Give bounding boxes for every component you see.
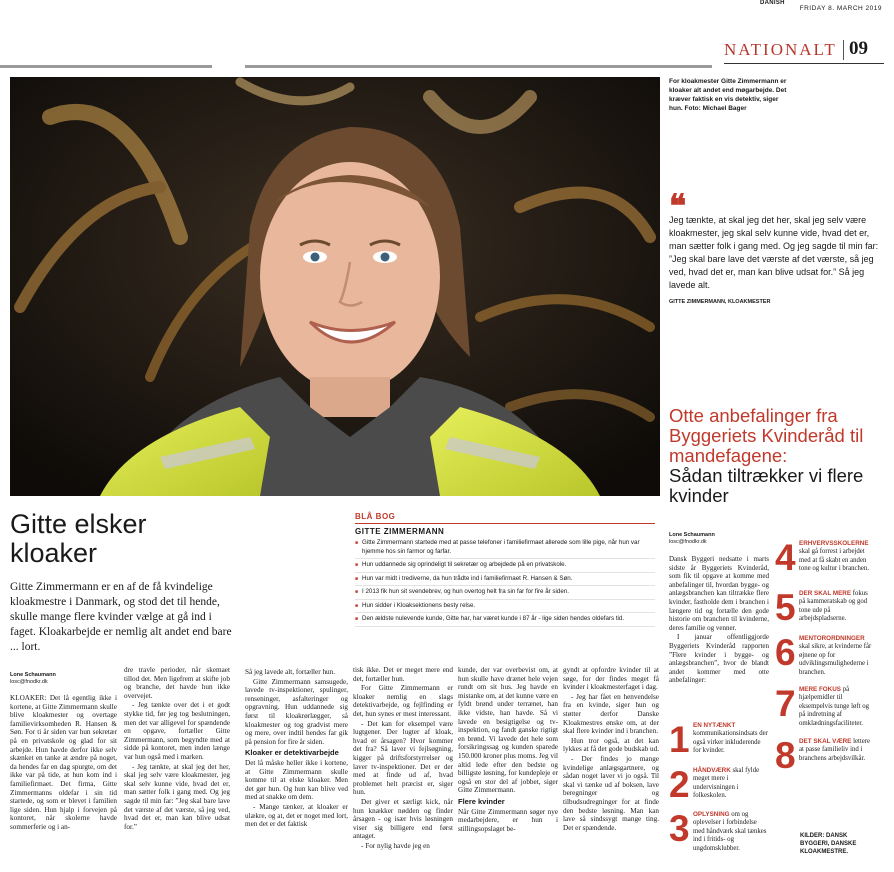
column-paragraph: For Gitte Zimmermann er kloaker nemlig en slags detektivarbejde, og fejlfinding er det, hun synes er mest interessant. xyxy=(353,684,453,718)
quote-source: GITTE ZIMMERMANN, KLOAKMESTER xyxy=(669,299,771,305)
recommendation-body: fokus på kammeratskab og god tone ude på arbejdspladserne. xyxy=(799,590,868,623)
article-byline xyxy=(10,672,56,686)
column-paragraph: Det lå måske heller ikke i kortene, at Gitte Zimmermann skulle komme til at elske kloaker. Men det gør hun. Og hun kan blive ved med at snakke om dem. xyxy=(245,758,348,802)
recommendation-text xyxy=(799,738,875,763)
recommendation-body: skal fylde meget mere i undervisningen i folkeskolen. xyxy=(693,767,760,800)
article-title: Gitte elsker kloaker xyxy=(10,509,147,568)
recommendation-number: 8 xyxy=(775,735,796,776)
recommendation-text xyxy=(799,540,875,574)
byline-name: Lone Schaumann xyxy=(10,672,56,678)
article-column-4 xyxy=(353,666,453,851)
bio-item: ■ Den ældste nulevende kunde, Gitte har, har været kunde i 87 år - lige siden hendes oldefars tid. xyxy=(355,615,655,627)
column-paragraph: tisk ikke. Det er meget mere end det, fortæller hun. xyxy=(353,666,453,683)
recommendation-6 xyxy=(775,632,875,680)
recommendation-number: 2 xyxy=(669,764,690,805)
recommendation-3 xyxy=(669,808,769,866)
header-divider xyxy=(843,40,844,60)
column-paragraph: kunde, der var overbevist om, at hun skulle have drænet hele vejen rundt om sit hus. Jeg havde en mistanke om, at det kunne være en fyldt brønd under terrænet, han ikke vidste, han havde. Så vi lavede en besigtigelse og tv-inspektion, og fandt ganske rigtigt en brønd. Vi lavede det hele som forsikringssag og kunden sparede 150.000 kroner plus moms. Jeg vil altid lede efter den bedste og billigste løsning, for kundepleje er også en stor del af jobbet, siger Gitte Zimmermann. xyxy=(458,666,559,795)
recommendation-text xyxy=(693,767,769,801)
recommendation-body: om og oplevelser i forbindelse med håndværk skal tænkes ind i fritids- og ungdomsklubber. xyxy=(693,811,767,852)
box-headline xyxy=(669,406,879,506)
recommendation-text xyxy=(693,811,769,853)
bio-item: ■ Hun uddannede sig oprindeligt til sekretær og arbejdede på en privatskole. xyxy=(355,561,655,573)
bio-item: ■ Hun sidder i Kloaksektionens besty relse. xyxy=(355,602,655,614)
recommendation-label: MENTORORDNINGER xyxy=(799,635,865,642)
recommendation-label: ERHVERVSSKOLERNE xyxy=(799,540,869,547)
quote-mark-icon: ❝ xyxy=(669,188,687,224)
article-column-1 xyxy=(10,694,117,833)
column-subheading: Flere kvinder xyxy=(458,796,505,806)
column-paragraph: - Mange tænker, at kloaker er ulækre, og at, det er noget med lort, men det er det faktisk xyxy=(245,802,348,829)
column-paragraph: - For nylig havde jeg en xyxy=(361,841,430,850)
recommendation-5 xyxy=(775,587,875,630)
column-paragraph: - Jeg har fået en henvendelse fra en kvinde, siger hun og støtter derfor Danske Kloakmestres ønske om, at der skal flere kvinder ind i branchen. xyxy=(563,692,659,736)
article-intro: Gitte Zimmermann er en af de få kvindelige kloakmestre i Danmark, og stod det til hende, skulle mange flere kvinder vælge at gå ind i faget. Kloakarbejde er nemlig alt andet end bare ... lort. xyxy=(10,581,232,653)
bio-tag: BLÅ BOG xyxy=(355,512,655,524)
box-sources: KILDER: DANSK BYGGERI, DANSKE KLOAKMESTRE. xyxy=(800,833,857,855)
recommendation-text xyxy=(799,590,875,624)
column-subheading: Kloaker er detektivarbejde xyxy=(245,748,339,758)
box-byline-email: losc@fnodkr.dk xyxy=(669,539,707,545)
column-paragraph: I januar offentliggjorde Byggeriets Kvinderåd rapporten ”Flere kvinder i bygge- og anlægsbranchen”, hvor de blandt andet kommer med otte anbefalinger: xyxy=(669,633,769,685)
recommendation-body: lettere at passe familieliv ind i branchens arbejdsvilkår. xyxy=(799,738,871,762)
column-paragraph: Gitte Zimmermann samsugede, lavede tv-inspektioner, spulinger, renseninger, asfalteringer og opgravning. Hun uddannede sig først til kloakrørlægger, så kloakmester og tog gradvist mere og mere, over indtil hendes far gik på pension for fire år siden. xyxy=(245,677,348,746)
recommendation-body: skal gå forrest i arbejdet med at få skabt en anden tone og kultur i branchen. xyxy=(799,548,870,573)
bio-name: GITTE ZIMMERMANN xyxy=(355,527,445,536)
bio-item: ■ Hun var midt i trediverne, da hun trådte ind i familiefirmaet R. Hansen & Søn. xyxy=(355,575,655,587)
recommendation-2 xyxy=(669,764,769,807)
portrait-illustration xyxy=(10,77,660,496)
bio-list xyxy=(355,539,655,627)
recommendation-1 xyxy=(669,719,769,762)
column-paragraph: Så jeg lavede alt, fortæller hun. xyxy=(245,668,336,676)
recommendation-7 xyxy=(775,683,875,731)
header-rule-left xyxy=(0,65,212,68)
recommendation-number: 4 xyxy=(775,537,796,578)
page-number: 09 xyxy=(849,38,868,59)
column-paragraph: KLOAKER: Det lå egentlig ikke i kortene, at Gitte Zimmermann skulle blive kloakmester og overtage familievirksomheden R. Hansen & Søn. For ti år siden var hun sekretær på en privatskole og glad for sit arbejde. Hun havde derfor ikke selv skænket en tanke at ændre på noget, da hendes far en dag spurgte, om det ikke var på tide, at hun kom ind i familiefirmaet. Det firma, Gitte Zimmermanns oldefar i sin tid startede, og som er blevet i familien lige siden. Hun hjalp i forvejen på kontoret, når skolerne havde sommerferie og i an- xyxy=(10,694,117,831)
dateline: FRIDAY 8. MARCH 2019 xyxy=(799,5,882,12)
recommendation-text xyxy=(693,722,769,756)
masthead: DANISH xyxy=(760,0,785,6)
box-byline xyxy=(669,532,715,546)
box-byline-name: Lone Schaumann xyxy=(669,532,715,538)
recommendation-label: OPLYSNING xyxy=(693,811,730,818)
article-column-2 xyxy=(124,666,230,832)
bio-item: ■ I 2013 fik hun sit svendebrev, og hun overtog helt fra sin far for fire år siden. xyxy=(355,588,655,600)
recommendation-text xyxy=(799,686,875,728)
portrait-photo xyxy=(10,77,660,496)
column-paragraph: Når Gitte Zimmermann søger nye medarbejdere, er hun i stillingsopslaget be- xyxy=(458,807,558,833)
header-rule-right xyxy=(245,65,712,68)
article-column-3 xyxy=(245,668,348,830)
recommendation-label: DER SKAL MERE xyxy=(799,590,852,597)
recommendation-label: EN NYTÆNKT xyxy=(693,722,736,729)
column-paragraph: - Der findes jo mange kvindelige anlægsgartnere, og sådan noget laver vi jo også. Til skal vi tænke ud af boksen, lave beregninger og tilbudsudregninger for at finde den bedste løsning. Man kan lave så sindssygt mange ting. Det er spændende. xyxy=(563,754,659,832)
recommendation-label: HÅNDVÆRK xyxy=(693,767,731,774)
column-paragraph: - Jeg tænkte over det i et godt stykke tid, før jeg tog beslutningen, men det var alligevel for spændende en opgave, fortæller Gitte Zimmermann, som begyndte med at sidde på kontoret, men inden længe var hun også med i marken. xyxy=(124,701,230,761)
article-column-6 xyxy=(563,666,659,833)
recommendation-body: skal sikre, at kvinderne får øjnene op for udviklingsmulighederne i branchen. xyxy=(799,643,872,676)
recommendation-number: 6 xyxy=(775,632,796,673)
pull-quote: Jeg tænkte, at skal jeg det her, skal jeg selv være kloakmester, jeg skal selv kunne vide, hvad det er, man sætter folk i gang med. Og jeg sagde til min far: ”Jeg skal bare lave det værste af det værste, så jeg ved, hvad det er, man kan blive udsat for.” Så jeg lavede alt. xyxy=(669,215,879,290)
column-paragraph: dre travle perioder, når skemaet tillod det. Men ligefrem at skifte job og branche, det havde hun ikke overvejet. xyxy=(124,666,230,700)
article-column-5 xyxy=(458,666,558,834)
recommendation-8 xyxy=(775,735,875,778)
recommendation-text xyxy=(799,635,875,677)
bio-box xyxy=(355,512,655,629)
section-title: NATIONALT xyxy=(724,40,837,59)
recommendations-intro xyxy=(669,555,769,686)
recommendation-label: DET SKAL VÆRE xyxy=(799,738,852,745)
box-headline-black: Sådan tiltrækker vi flere kvinder xyxy=(669,465,864,506)
header-underline xyxy=(724,63,884,64)
recommendation-body: på hjælpemidler til eksempelvis tunge løft og på indretning af omklædningsfaciliteter. xyxy=(799,686,870,727)
box-headline-red: Otte anbefalinger fra Byggeriets Kvinderåd til mandefagene: xyxy=(669,405,864,466)
recommendation-number: 1 xyxy=(669,719,690,760)
recommendation-number: 3 xyxy=(669,808,690,849)
column-paragraph: Hun tror også, at det kan lykkes at få det gode budskab ud. xyxy=(563,736,660,754)
column-paragraph: - Det kan for eksempel være lugtgener. Der lugter af kloak, hvad er årsagen? Hvor kommer det fra? Så laver vi fejlsøgning, kigger på driftsforstyrrelser og laver tv-inspektioner. Det er der med at finde ud af, hvad problemet helt præcist er, siger hun. xyxy=(353,719,453,797)
byline-email: losc@fnodkr.dk xyxy=(10,679,48,685)
photo-caption: For kloakmester Gitte Zimmermann er kloaker alt andet end møgarbejde. Det kræver faktisk en vis detektiv, siger hun. Foto: Michael Bager xyxy=(669,78,787,112)
column-paragraph: - Jeg tænkte, at skal jeg det her, skal jeg selv være kloakmester, jeg skal selv kunne vide, hvad det er, man sætter folk i gang med. Og jeg sagde til min far: ”Jeg skal bare lave det værste af det værste, så jeg ved, hvad det er, man kan blive udsat for.” xyxy=(124,762,230,831)
recommendation-body: kommunikationsindsats der også virker inkluderende for kvinder. xyxy=(693,730,768,755)
column-paragraph: gyndt at opfordre kvinder til at søge, for der findes meget få kvinder i kloakmesterfaget i dag. xyxy=(563,666,659,692)
column-paragraph: Dansk Byggeri nedsatte i marts sidste år Byggeriets Kvinderåd, som fik til opgave at komme med anbefalinger til, hvordan bygge- og anlægsbranchen kan tiltrække flere kvinder, fastholde dem i branchen i længere tid og fortælle den gode historie om branchen til kvinderne, deres familie og venner. xyxy=(669,555,769,632)
bio-item: ■ Gitte Zimmermann startede med at passe telefoner i familiefirmaet allerede som lille pige, når hun var hjemme hos sin farmor og farfar. xyxy=(355,539,655,559)
column-paragraph: Det giver et særligt kick, når hun knækker nødden og finder årsagen - og især hvis løsningen viser sig billigere end først antaget. xyxy=(353,797,453,841)
recommendation-number: 5 xyxy=(775,587,796,628)
recommendation-label: MERE FOKUS xyxy=(799,686,841,693)
recommendation-number: 7 xyxy=(775,683,796,724)
recommendation-4 xyxy=(775,537,875,588)
